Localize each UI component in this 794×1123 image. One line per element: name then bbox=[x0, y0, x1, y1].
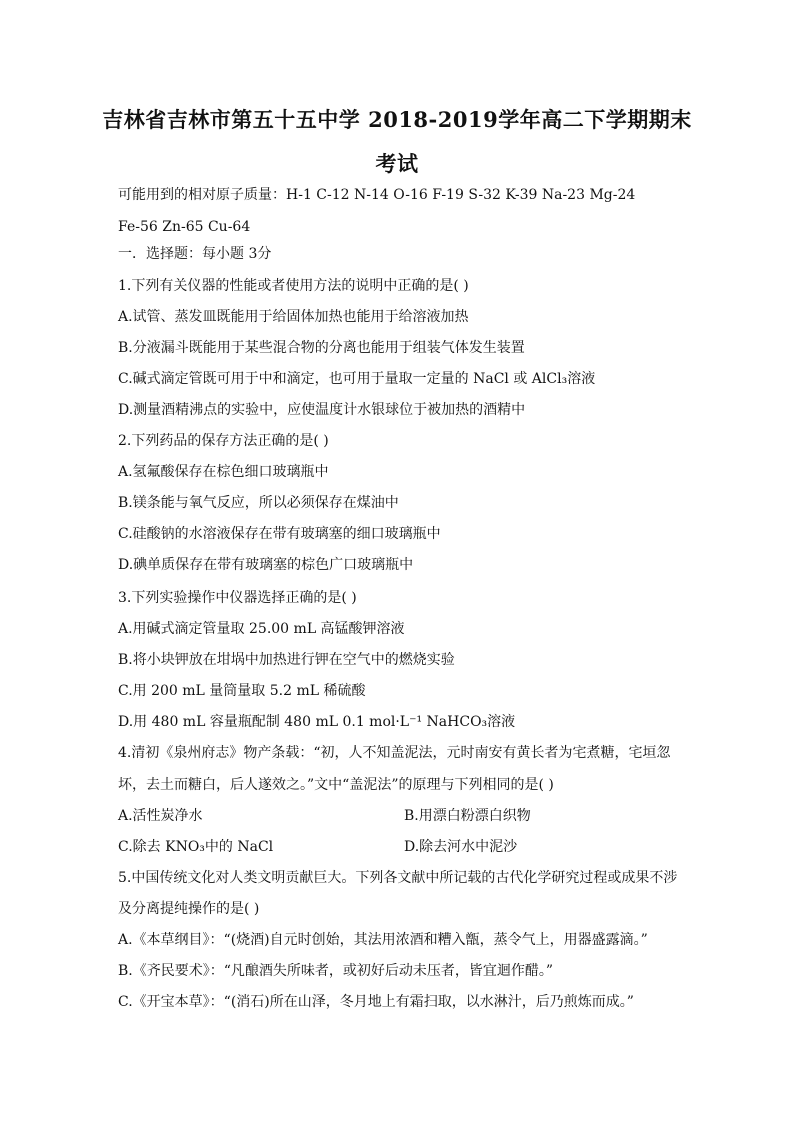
question-4-option-a: A.活性炭净水 bbox=[118, 808, 203, 824]
question-5-option-a: A.《本草纲目》：“(烧酒)自元时创始，其法用浓酒和糟入甑，蒸令气上，用器盛露滴。” bbox=[118, 932, 648, 948]
question-3-option-c: C.用 200 mL 量筒量取 5.2 mL 稀硫酸 bbox=[118, 683, 366, 699]
section-heading: 一．选择题：每小题 3分 bbox=[118, 246, 272, 262]
question-3-option-a: A.用碱式滴定管量取 25.00 mL 高锰酸钾溶液 bbox=[118, 621, 405, 637]
question-1-option-d: D.测量酒精沸点的实验中，应使温度计水银球位于被加热的酒精中 bbox=[118, 402, 526, 418]
exam-title-line2: 考试 bbox=[375, 151, 419, 176]
question-2-option-c: C.硅酸钠的水溶液保存在带有玻璃塞的细口玻璃瓶中 bbox=[118, 526, 441, 542]
question-3-stem: 3.下列实验操作中仪器选择正确的是( ) bbox=[118, 590, 357, 606]
question-5-stem-line2: 及分离提纯操作的是( ) bbox=[118, 901, 260, 917]
question-4-stem-line1: 4.清初《泉州府志》物产条载：“初，人不知盖泥法，元时南安有黄长者为宅煮糖，宅垣忽 bbox=[118, 745, 671, 761]
question-4-option-c: C.除去 KNO₃中的 NaCl bbox=[118, 839, 274, 855]
question-4-stem-line2: 坏，去土而糖白，后人遂效之。”文中“盖泥法”的原理与下列相同的是( ) bbox=[118, 777, 554, 793]
exam-title-line1: 吉林省吉林市第五十五中学 2018-2019学年高二下学期期末 bbox=[102, 107, 692, 132]
question-4-option-d: D.除去河水中泥沙 bbox=[404, 839, 518, 855]
question-4-option-b: B.用漂白粉漂白织物 bbox=[404, 808, 531, 824]
atomic-mass-line1: 可能用到的相对原子质量：H-1 C-12 N-14 O-16 F-19 S-32 K-39 Na-23 Mg-24 bbox=[118, 187, 636, 203]
atomic-mass-line2: Fe-56 Zn-65 Cu-64 bbox=[118, 219, 251, 235]
question-5-stem-line1: 5.中国传统文化对人类文明贡献巨大。下列各文献中所记载的古代化学研究过程或成果不涉 bbox=[118, 870, 678, 886]
question-2-option-d: D.碘单质保存在带有玻璃塞的棕色广口玻璃瓶中 bbox=[118, 557, 414, 573]
question-3-option-b: B.将小块钾放在坩埚中加热进行钾在空气中的燃烧实验 bbox=[118, 652, 455, 668]
question-2-stem: 2.下列药品的保存方法正确的是( ) bbox=[118, 433, 329, 449]
question-3-option-d: D.用 480 mL 容量瓶配制 480 mL 0.1 mol·L⁻¹ NaHCO₃溶液 bbox=[118, 714, 516, 730]
question-2-option-a: A.氢氟酸保存在棕色细口玻璃瓶中 bbox=[118, 464, 329, 480]
question-1-option-b: B.分液漏斗既能用于某些混合物的分离也能用于组装气体发生装置 bbox=[118, 340, 525, 356]
question-1-option-c: C.碱式滴定管既可用于中和滴定，也可用于量取一定量的 NaCl 或 AlCl₃溶液 bbox=[118, 371, 596, 387]
question-2-option-b: B.镁条能与氧气反应，所以必须保存在煤油中 bbox=[118, 495, 399, 511]
question-5-option-b: B.《齐民要术》：“凡酿酒失所味者，或初好后动未压者，皆宜迴作醋。” bbox=[118, 963, 554, 979]
question-1-option-a: A.试管、蒸发皿既能用于给固体加热也能用于给溶液加热 bbox=[118, 309, 469, 325]
question-5-option-c: C.《开宝本草》：“(消石)所在山泽，冬月地上有霜扫取，以水淋汁，后乃煎炼而成。” bbox=[118, 994, 634, 1010]
question-1-stem: 1.下列有关仪器的性能或者使用方法的说明中正确的是( ) bbox=[118, 278, 469, 294]
